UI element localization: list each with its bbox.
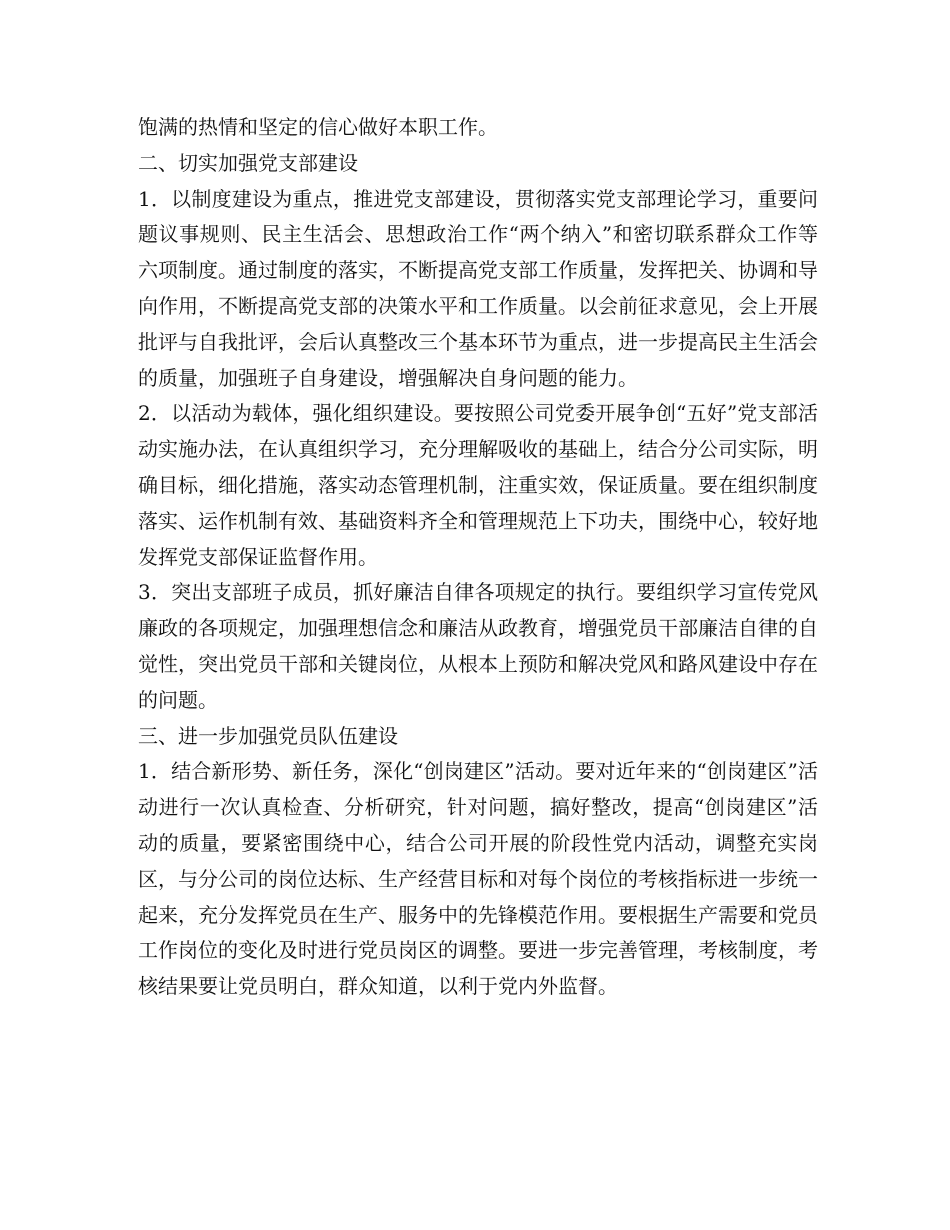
paragraph-continuation: 饱满的热情和坚定的信心做好本职工作。 bbox=[138, 115, 498, 139]
document-page bbox=[138, 110, 818, 1005]
section-heading-2: 二、切实加强党支部建设 bbox=[138, 150, 358, 175]
paragraph-3-1: 1．结合新形势、新任务，深化“创岗建区”活动。要对近年来的“创岗建区”活动进行一次认真检查、分析研究，针对问题，搞好整改，提高“创岗建区”活动的质量，要紧密围绕中心，结合公司开展的阶段性党内活动，调整充实岗区，与分公司的岗位达标、生产经营目标和对每个岗位的考核指标进一步统一起来，充分发挥党员在生产、服务中的先锋模范作用。要根据生产需要和党员工作岗位的变化及时进行党员岗区的调整。要进一步完善管理，考核制度，考核结果要让党员明白，群众知道，以利于党内外监督。 bbox=[138, 759, 818, 999]
paragraph-2-3: 3．突出支部班子成员，抓好廉洁自律各项规定的执行。要组织学习宣传党风廉政的各项规定，加强理想信念和廉洁从政教育，增强党员干部廉洁自律的自觉性，突出党员干部和关键岗位，从根本上预防和解决党风和路风建设中存在的问题。 bbox=[138, 580, 818, 712]
paragraph-2-1: 1．以制度建设为重点，推进党支部建设，贯彻落实党支部理论学习，重要问题议事规则、民主生活会、思想政治工作“两个纳入”和密切联系群众工作等六项制度。通过制度的落实，不断提高党支部工作质量，发挥把关、协调和导向作用，不断提高党支部的决策水平和工作质量。以会前征求意见，会上开展批评与自我批评，会后认真整改三个基本环节为重点，进一步提高民主生活会的质量，加强班子自身建设，增强解决自身问题的能力。 bbox=[138, 186, 818, 390]
section-heading-3: 三、进一步加强党员队伍建设 bbox=[138, 723, 398, 748]
paragraph-2-2: 2．以活动为载体，强化组织建设。要按照公司党委开展争创“五好”党支部活动实施办法，在认真组织学习，充分理解吸收的基础上，结合分公司实际，明确目标，细化措施，落实动态管理机制，注重实效，保证质量。要在组织制度落实、运作机制有效、基础资料齐全和管理规范上下功夫，围绕中心，较好地发挥党支部保证监督作用。 bbox=[138, 401, 818, 569]
